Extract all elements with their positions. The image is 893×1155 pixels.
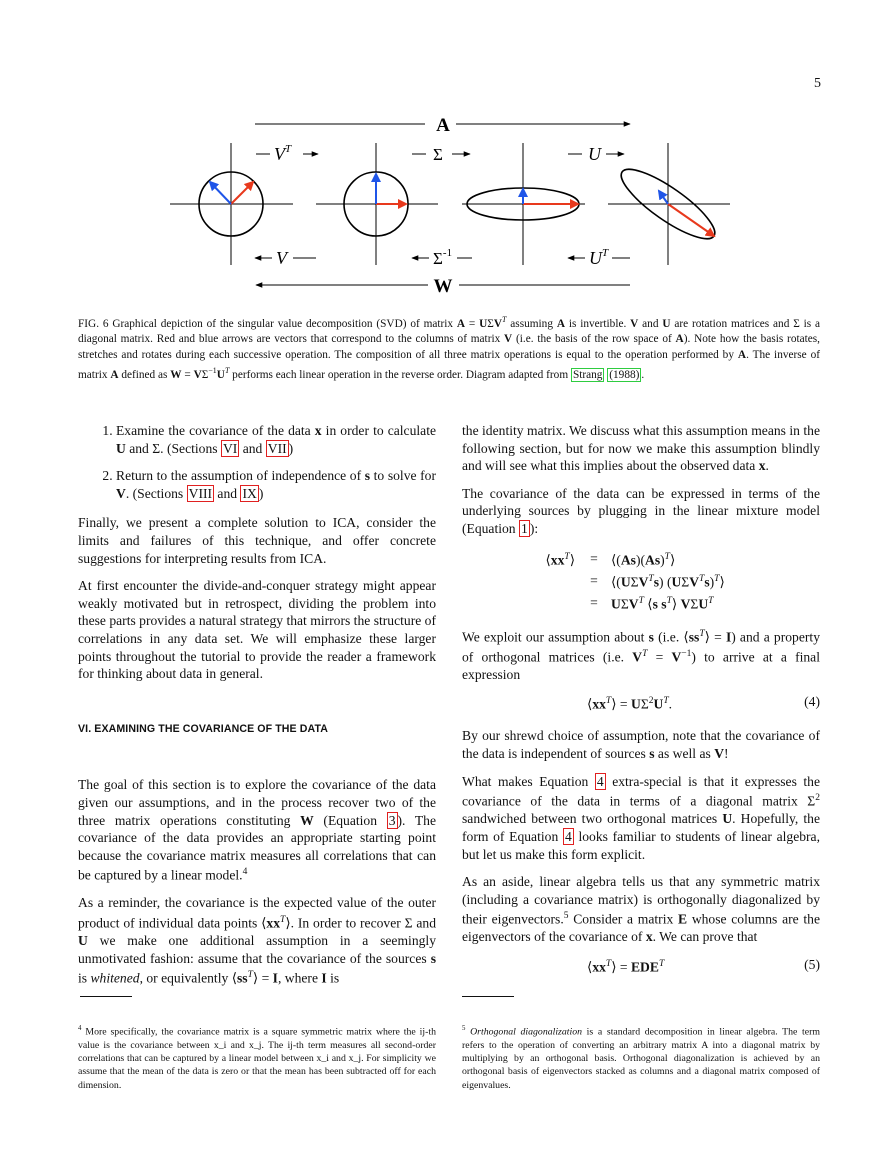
panel-after-vt [316,143,438,265]
paragraph: What makes Equation 4 extra-special is that it expresses the covariance of the data in terms of a diagonal matrix $\Sigma^2$ sandwiched between two orthogonal matrices U. Hopefully, the form of Equation 4 looks familiar to students of linear algebra, but let us make this form explicit. [462,773,820,862]
section-ref-link[interactable]: VIII [188,485,213,501]
svd-figure [150,108,770,298]
equation-4: $⟨xx^T⟩ = U\Sigma^2U^T$. (4) [587,694,820,712]
paragraph: As a reminder, the covariance is the expected value of the outer product of individual data points $⟨xx^T⟩$. In order to recover Σ and U we make one additional assumption in a seemingly unmotivated fashion: assume that the covariance of the sources s is whitened, or equivalently $⟨ss^T⟩ = I$, where I is [78,895,436,986]
paragraph: As an aside, linear algebra tells us that any symmetric matrix (including a covariance matrix) is orthogonally diagonalized by their eigenvectors.$^5$ Consider a matrix E whose columns are the eigenvectors of the covariance of x. We can prove that [462,874,820,945]
svg-text:Σ: Σ [433,145,443,164]
vt-op-label [256,143,318,164]
page-number: 5 [814,76,821,91]
sigma-inverse-op-label [412,247,472,268]
strategy-list [78,422,436,502]
footnote-rule [80,996,132,997]
section-ref-link[interactable]: IX [242,485,257,501]
panel-after-sigma [462,143,585,265]
paragraph: The covariance of the data can be expressed in terms of the underlying sources by plugging in the linear mixture model (Equation 1 ): [462,485,820,536]
citation-year-link[interactable]: (1988) [609,369,640,382]
panel-after-u [608,143,730,265]
svg-text:VT: $V^T$ [274,143,292,164]
equation-ref-link[interactable]: 3 [388,812,396,828]
equation-5: $⟨xx^T⟩ = EDE^T$ (5) [587,957,820,975]
footnote-marker[interactable]: 5 [563,911,569,922]
w-label: W [433,276,453,297]
list-item: 2. Return to the assumption of independence of s to solve for V. (Sections VIII and IX ) [116,467,436,502]
paragraph: The goal of this section is to explore the covariance of the data given our assumptions, and in the process recover two of the three matrix operations constituting W (Equation 3 ). The covariance of the data provides an appropriate starting point because the covariance matrix measures all correlations that can be captured by a linear model.$^4$ [78,777,436,883]
right-column [462,422,820,990]
section-heading: VI. EXAMINING THE COVARIANCE OF THE DATA [78,722,329,735]
section-ref-link[interactable]: VII [267,440,287,456]
section-ref-link[interactable]: VI [222,440,238,456]
footnote-marker[interactable]: 4 [242,867,248,878]
figure-caption: FIG. 6 Graphical depiction of the singular value decomposition (SVD) of matrix $A = U\Sigma V^T$ assuming A is invertible. V and U are rotation matrices and Σ is a diagonal matrix. Red and blue arrows are vectors that correspond to the columns of matrix V (i.e. the basis of the row space of A). Note how the basis rotates, stretches and rotates during each successive operation. The composition of all three matrix operations is equal to the operation performed by A. The inverse of matrix A defined as $W = V\Sigma^{-1}U^T$ performs each linear operation in the reverse order. Diagram adapted from Strang (1988) . [78,315,820,382]
paragraph: We exploit our assumption about s (i.e. $⟨ss^T⟩ = I$) and a property of orthogonal matrices (i.e. $V^T = V^{-1}$) to arrive at a final expression [462,628,820,682]
footnote-4: $^4$ More specifically, the covariance matrix is a square symmetric matrix where the ij-th value is the covariance between x_i and x_j. The ij-th term measures all second-order correlations that can be captured by a linear model between x_i and x_j. For simplicity we assume that the mean of the data is zero or that the mean has been subtracted off for each dimension. [78,1025,437,1091]
v-inverse-op-label [255,248,316,268]
sigma-op-label [412,145,470,164]
paragraph: By our shrewd choice of assumption, note that the covariance of the data is independent of sources s as well as V! [462,728,820,761]
paragraph: At first encounter the divide-and-conquer strategy might appear weakly motivated but in retrospect, dividing the problem into these parts provides a natural strategy that mirrors the structure of correlations in any data set. We will emphasize these larger points throughout the tutorial to provide the reader a framework for thinking about data in general. [78,578,436,682]
equation-ref-link[interactable]: 4 [596,773,604,789]
footnote-5: $^5$ Orthogonal diagonalization is a standard decomposition in linear algebra. The term refers to the operation of converting an arbitrary matrix A into a diagonal matrix by multiplying by an orthogonal basis. Orthogonal diagonalization is achieved by an orthogonal basis of eigenvectors stacked as columns and a diagonal matrix composed of eigenvalues. [462,1025,820,1091]
u-op-label [568,144,624,164]
paragraph: the identity matrix. We discuss what this assumption means in the following section, but for now we make this assumption blindly and will see what this implies about the observed data x. [462,423,820,474]
citation-link[interactable]: Strang [572,369,603,382]
footnote-rule [462,996,514,997]
list-item: 1. Examine the covariance of the data x in order to calculate U and Σ. (Sections VI and VII ) [116,422,436,457]
paragraph: Finally, we present a complete solution to ICA, consider the limits and failures of this technique, and offer concrete suggestions for interpreting results from ICA. [78,515,436,566]
svg-text:U: U [588,144,601,164]
equation-ref-link[interactable]: 4 [564,828,572,844]
left-column [78,422,436,997]
equation-ref-link[interactable]: 1 [521,520,528,536]
svg-text:UT: $U^T$ [589,247,609,268]
svg-text:Σ-1: $\Sigma^{-1}$ [433,247,453,268]
covariance-derivation: $⟨xx^T⟩$ = $⟨(As)(As)^T⟩$ = $⟨(U\Sigma V^Ts)$ $(U\Sigma V^Ts)^T⟩$ = $U\Sigma V^T$ ⟨s $s^T⟩$ $V\Sigma U^T$ [545,550,725,612]
svg-text:V: V [276,248,287,268]
ut-inverse-op-label [568,247,630,268]
a-label: A [436,115,450,136]
